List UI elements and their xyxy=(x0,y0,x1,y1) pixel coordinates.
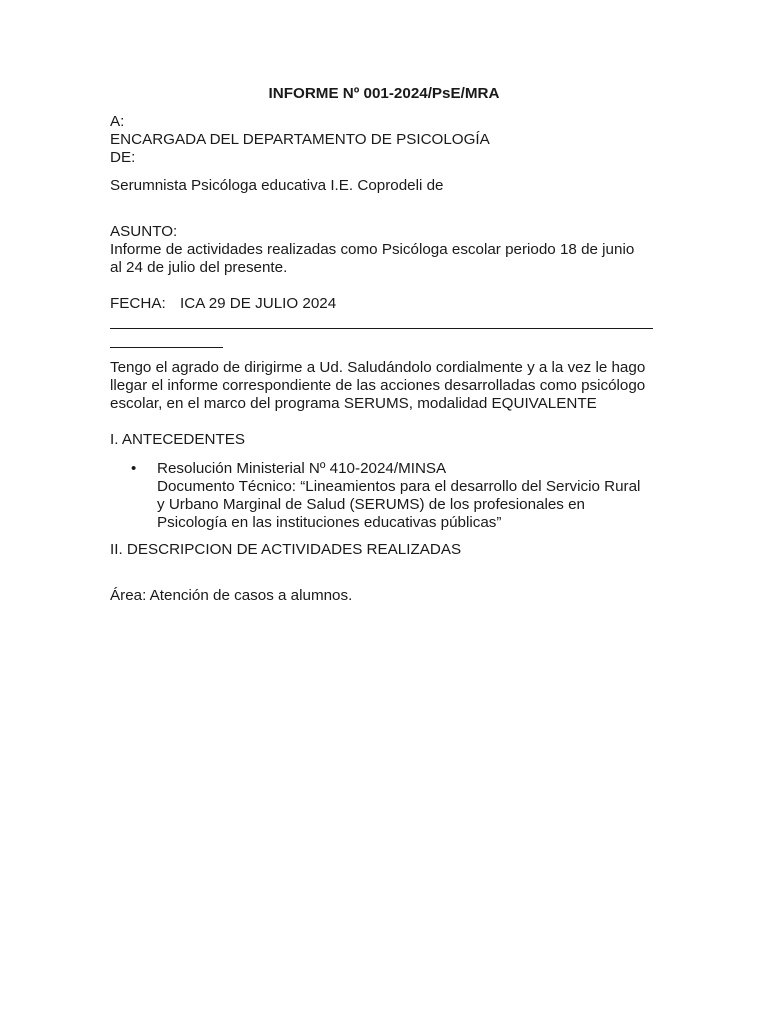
area-block xyxy=(110,587,660,605)
section-2-heading: II. DESCRIPCION DE ACTIVIDADES REALIZADAS xyxy=(110,541,462,558)
subject-line-2: al 24 de julio del presente. xyxy=(110,259,288,276)
to-value: ENCARGADA DEL DEPARTAMENTO DE PSICOLOGÍA xyxy=(110,131,490,148)
bullet-line-4: Psicología en las instituciones educativas públicas” xyxy=(157,514,502,531)
bullet-line-3: y Urbano Marginal de Salud (SERUMS) de los profesionales en xyxy=(157,496,585,513)
subject-block xyxy=(110,223,660,277)
from-label: DE: xyxy=(110,149,136,166)
intro-line-1: Tengo el agrado de dirigirme a Ud. Saludándolo cordialmente y a la vez le hago xyxy=(110,359,646,376)
from-value: Serumnista Psicóloga educativa I.E. Coprodeli de xyxy=(110,177,444,194)
intro-paragraph xyxy=(110,359,660,413)
intro-line-2: llegar el informe correspondiente de las acciones desarrolladas como psicólogo xyxy=(110,377,646,394)
date-block xyxy=(110,295,660,313)
subject-label: ASUNTO: xyxy=(110,223,178,240)
to-label: A: xyxy=(110,113,125,130)
bullet-line-1: Resolución Ministerial Nº 410-2024/MINSA xyxy=(157,460,447,477)
date-value: ICA 29 DE JULIO 2024 xyxy=(180,295,337,312)
separator-line xyxy=(110,328,653,329)
bullet-line-2: Documento Técnico: “Lineamientos para el desarrollo del Servicio Rural xyxy=(157,478,641,495)
bullet-icon: • xyxy=(131,460,137,477)
area-line: Área: Atención de casos a alumnos. xyxy=(110,587,353,604)
antecedentes-list-item xyxy=(157,460,657,532)
document-title: INFORME Nº 001-2024/PsE/MRA xyxy=(268,85,500,102)
section-activities-heading xyxy=(110,541,660,559)
sender-block xyxy=(110,177,660,195)
intro-line-3: escolar, en el marco del programa SERUMS, modalidad EQUIVALENTE xyxy=(110,395,597,412)
section-1-heading: I. ANTECEDENTES xyxy=(110,431,246,448)
subject-line-1: Informe de actividades realizadas como Psicóloga escolar periodo 18 de junio xyxy=(110,241,635,258)
separator-line-short xyxy=(110,347,223,348)
addressee-block xyxy=(110,113,660,167)
section-antecedentes-heading xyxy=(110,431,660,449)
date-label: FECHA: xyxy=(110,295,166,312)
